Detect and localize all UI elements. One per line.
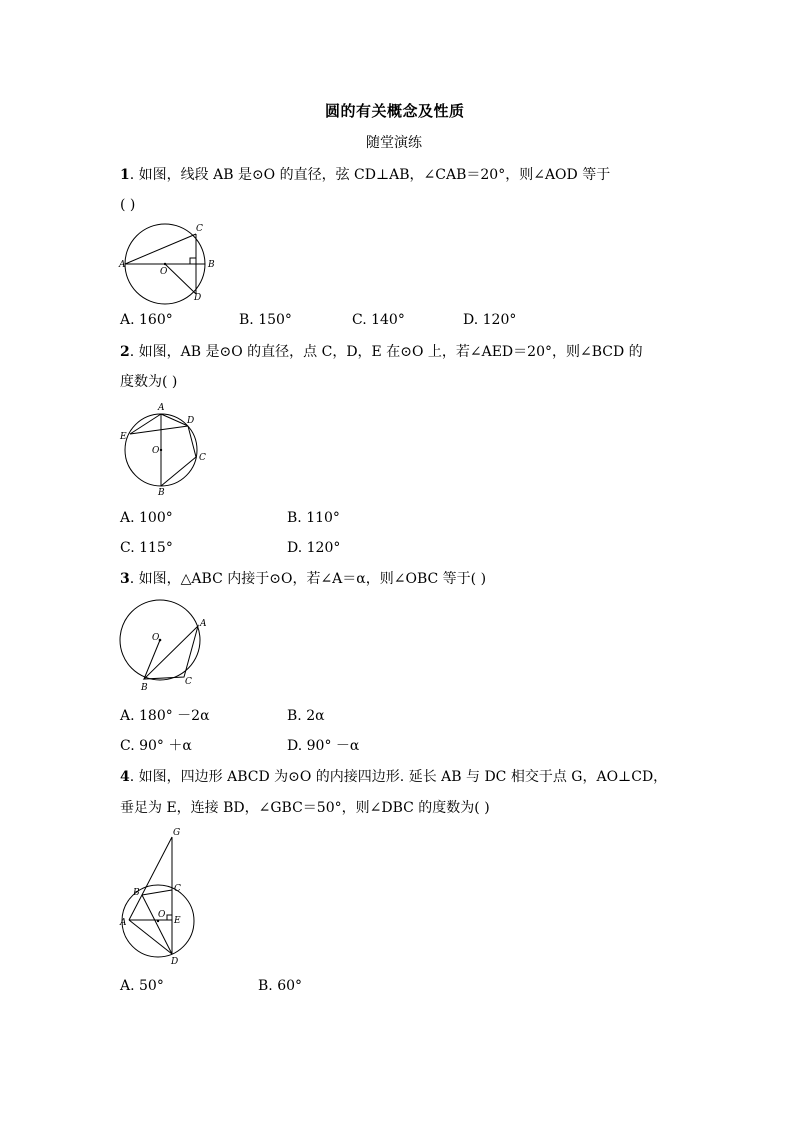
segment-bc <box>142 890 172 895</box>
label-e: E <box>174 916 181 926</box>
q1-option-c: C. 140° <box>352 312 405 328</box>
chord-ed <box>130 426 188 434</box>
question-1-number: 1 <box>120 167 130 183</box>
label-d: D <box>187 416 195 426</box>
label-b: B <box>133 888 140 898</box>
label-d: D <box>194 293 202 303</box>
question-2-figure <box>115 392 210 497</box>
center-dot <box>164 263 166 265</box>
q3-option-b: B. 2α <box>287 708 325 724</box>
question-2-text-line2: 度数为( ) <box>120 374 178 390</box>
q1-option-b: B. 150° <box>239 312 292 328</box>
label-a: A <box>158 403 165 413</box>
question-4-text <box>120 768 667 786</box>
q2-option-d: D. 120° <box>287 540 341 556</box>
q1-option-d: D. 120° <box>463 312 517 328</box>
question-1-text <box>120 166 610 184</box>
q4-option-b: B. 60° <box>258 978 303 994</box>
line-ga <box>129 837 172 920</box>
label-g: G <box>173 828 181 838</box>
q1-option-a: A. 160° <box>120 312 173 328</box>
label-b: B <box>141 683 148 693</box>
label-e: E <box>120 432 127 442</box>
right-angle-mark <box>190 258 196 264</box>
q3-option-d: D. 90° －α <box>287 738 360 754</box>
question-3-number: 3 <box>120 571 130 587</box>
question-1-stem: . 如图，线段 AB 是⊙O 的直径，弦 CD⊥AB，∠CAB＝20°，则∠AOD 等于 <box>129 167 611 183</box>
label-d: D <box>171 957 179 967</box>
label-a: A <box>200 619 207 629</box>
question-3-text <box>120 570 486 588</box>
question-1-figure <box>110 220 220 304</box>
q2-option-b: B. 110° <box>287 510 340 526</box>
chord-ac <box>125 234 196 264</box>
q3-option-c: C. 90° ＋α <box>120 738 192 754</box>
label-c: C <box>174 884 181 894</box>
label-o: O <box>152 633 160 643</box>
question-4-number: 4 <box>120 769 130 785</box>
question-3-stem: . 如图，△ABC 内接于⊙O，若∠A＝α，则∠OBC 等于( ) <box>129 571 487 587</box>
label-c: C <box>185 677 192 687</box>
question-3-figure <box>112 600 222 696</box>
q3-option-a: A. 180° －2α <box>120 708 210 724</box>
label-c: C <box>196 224 203 234</box>
label-o: O <box>158 910 166 920</box>
page-title: 圆的有关概念及性质 <box>325 102 465 120</box>
question-2-number: 2 <box>120 344 130 360</box>
question-2-stem: . 如图，AB 是⊙O 的直径，点 C，D，E 在⊙O 上，若∠AED＝20°，则∠BCD 的 <box>129 344 643 360</box>
radius-ob <box>144 640 160 679</box>
label-b: B <box>208 260 215 270</box>
label-o: O <box>160 267 168 277</box>
q2-option-a: A. 100° <box>120 510 173 526</box>
chord-ad <box>161 414 188 426</box>
label-c: C <box>199 453 206 463</box>
segment-bd <box>142 895 172 954</box>
label-o: O <box>152 446 160 456</box>
question-1-bracket: ( ) <box>120 197 136 213</box>
question-2-text <box>120 343 643 361</box>
center-dot <box>160 449 162 451</box>
page-subtitle: 随堂演练 <box>366 135 422 151</box>
question-4-text-line2: 垂足为 E，连接 BD，∠GBC＝50°，则∠DBC 的度数为( ) <box>120 800 490 816</box>
q4-option-a: A. 50° <box>120 978 164 994</box>
radius-od <box>165 264 196 294</box>
chord-dc <box>188 426 196 457</box>
center-dot <box>157 920 159 922</box>
label-b: B <box>158 488 165 498</box>
label-a: A <box>119 260 126 270</box>
question-4-stem: . 如图，四边形 ABCD 为⊙O 的内接四边形. 延长 AB 与 DC 相交于点 G，AO⊥CD， <box>129 769 668 785</box>
label-a: A <box>120 918 127 928</box>
right-angle-mark <box>167 915 172 920</box>
q2-option-c: C. 115° <box>120 540 173 556</box>
question-4-figure <box>112 825 212 970</box>
